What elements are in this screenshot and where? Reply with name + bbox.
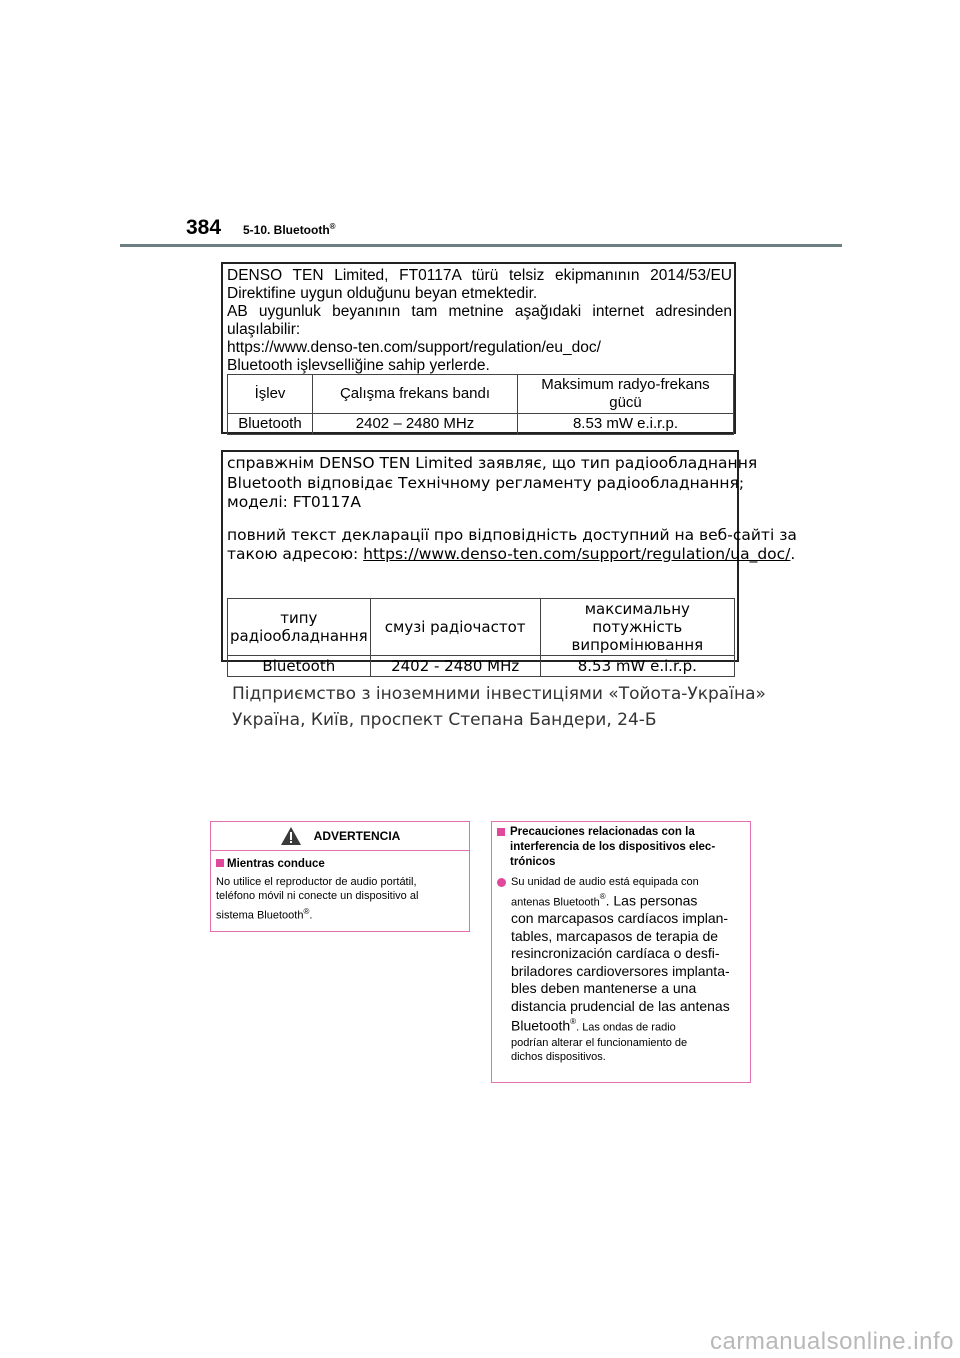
watermark: carmanualsonline.info [710,1328,954,1355]
ua-cell-type: Bluetooth [228,656,371,677]
ua-line-2: Bluetooth відповідає Технічному регламенту радіообладнання; [227,473,745,492]
ua-cell-band: 2402 - 2480 MHz [370,656,540,677]
tr-spec-table [227,374,734,435]
tr-line-5: https://www.denso-ten.com/support/regulation/eu_doc/ [227,339,601,356]
tr-line-1: DENSO TEN Limited, FT0117A türü telsiz ekipmanının 2014/53/EU [227,267,732,284]
precautions-bullet: Su unidad de audio está equipada con antenas Bluetooth®. Las personas con marcapasos cardíacos implan- tables, marcapasos de terapia de resincronización cardíaca o desfi- briladores cardioversores implanta- bles deben mantenerse a una distancia prudencial de las antenas Bluetooth®. Las ondas de radio podrían alterar el funcionamiento de dichos dispositivos. [497,875,745,1064]
tr-line-3: AB uygunluk beyanının tam metnine aşağıdaki internet adresinden [227,303,732,320]
table-row [228,375,734,414]
ukrainian-declaration-box [221,450,797,675]
precautions-heading: Precauciones relacionadas con la interferencia de los dispositivos elec- trónicos [497,825,745,870]
ua-line-4: повний текст декларації про відповідність доступний на веб-сайті за [227,525,797,544]
page-number: 384 [186,216,222,239]
tr-header-function: İşlev [228,375,313,414]
ua-declaration-link[interactable]: https://www.denso-ten.com/support/regulation/ua_doc/ [363,545,791,563]
tr-cell-band: 2402 – 2480 MHz [313,414,518,435]
dot-bullet-icon [497,878,506,887]
tr-line-6: Bluetooth işlevselliğine sahip yerlerde. [227,357,490,374]
tr-cell-function: Bluetooth [228,414,313,435]
warning-header [211,822,469,851]
warning-subhead: Mientras conduce [216,857,464,872]
warning-triangle-icon [280,826,302,846]
tr-line-2: Direktifine uygun olduğunu beyan etmektedir. [227,285,538,302]
ua-header-power: максимальну потужність випромінювання [540,599,734,656]
ua-line-3: моделі: FT0117A [227,493,361,511]
warning-text-2: teléfono móvil ni conecte un dispositivo al [216,890,419,902]
ua-line-1: справжнім DENSO TEN Limited заявляє, що тип радіообладнання [227,454,758,472]
warning-box [210,821,470,932]
importer-line-2: Україна, Київ, проспект Степана Бандери, 24-Б [232,710,657,730]
warning-text-1: No utilice el reproductor de audio portátil, [216,876,417,888]
header-rule [120,244,842,247]
warning-text-3: sistema Bluetooth®. [216,907,313,922]
tr-header-band: Çalışma frekans bandı [313,375,518,414]
precautions-box [491,821,751,1083]
warning-title: ADVERTENCIA [313,829,401,843]
ua-header-band: смузі радіочастот [370,599,540,656]
tr-header-power: Maksimum radyo-frekans gücü [518,375,734,414]
tr-cell-power: 8.53 mW e.i.r.p. [518,414,734,435]
ua-cell-power: 8.53 mW e.i.r.p. [540,656,734,677]
section-title: 5-10. Bluetooth® [243,222,336,237]
table-row [228,656,735,677]
ua-line-5: такою адресою: https://www.denso-ten.com/support/regulation/ua_doc/. [227,545,796,563]
table-row [228,414,734,435]
importer-line-1: Підприємство з іноземними інвестиціями «Тойота-Україна» [232,684,766,704]
square-bullet-icon [216,859,224,867]
square-bullet-icon [497,828,505,836]
table-row [228,599,735,656]
ua-spec-table [227,598,735,677]
ua-header-type: типу радіообладнання [228,599,371,656]
turkish-declaration-box [221,262,736,434]
tr-line-4: ulaşılabilir: [227,321,301,338]
